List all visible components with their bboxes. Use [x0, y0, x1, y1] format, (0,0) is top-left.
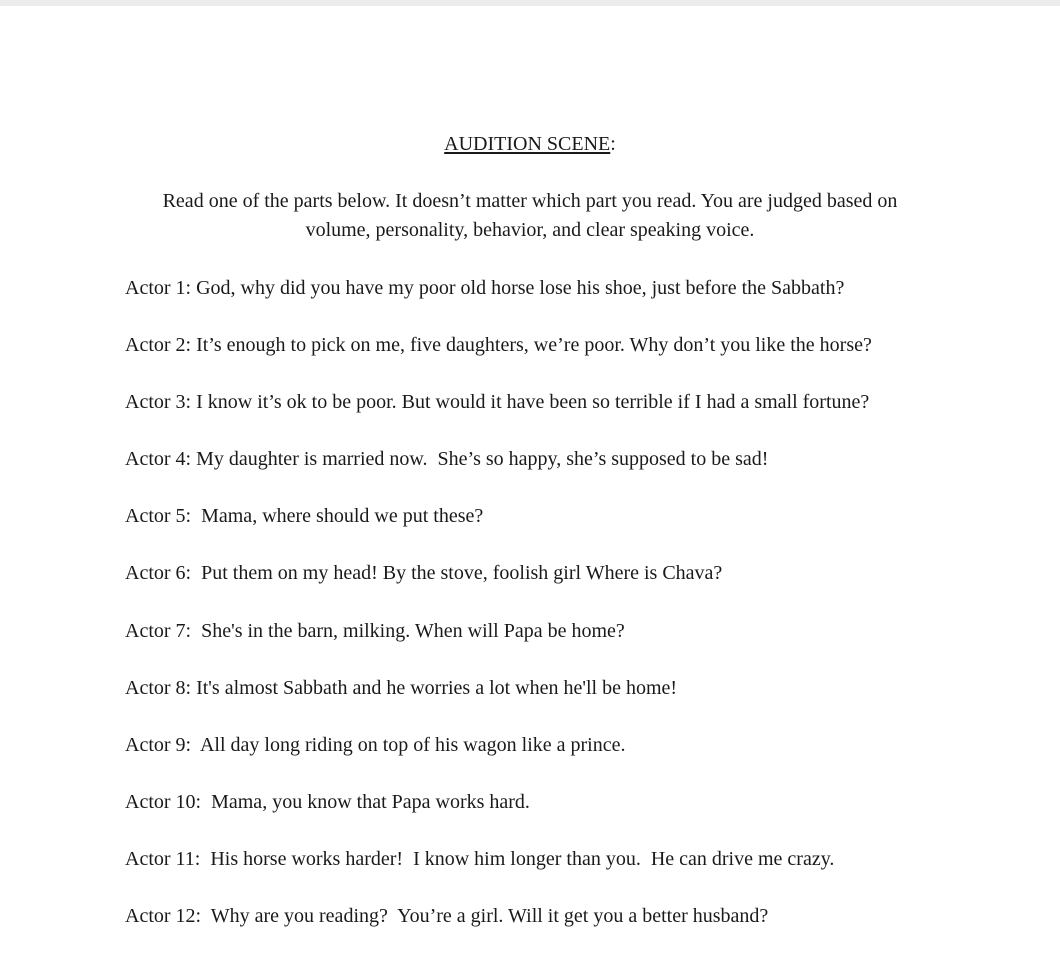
actor-line: Actor 9: All day long riding on top of his wagon like a prince.	[125, 733, 626, 756]
title-suffix: :	[610, 133, 616, 155]
actor-lines	[125, 274, 1025, 959]
actor-line: Actor 4: My daughter is married now. She’s so happy, she’s supposed to be sad!	[125, 448, 769, 471]
actor-line: Actor 6: Put them on my head! By the stove, foolish girl Where is Chava?	[125, 562, 723, 585]
title-text: AUDITION SCENE	[444, 133, 611, 155]
actor-line: Actor 8: It's almost Sabbath and he worries a lot when he'll be home!	[125, 676, 678, 699]
actor-line: Actor 7: She's in the barn, milking. When will Papa be home?	[125, 619, 625, 642]
actor-line: Actor 1: God, why did you have my poor old horse lose his shoe, just before the Sabbath?	[125, 277, 845, 299]
actor-line: Actor 3: I know it’s ok to be poor. But would it have been so terrible if I had a small fortune?	[125, 391, 870, 414]
actor-line: Actor 11: His horse works harder! I know him longer than you. He can drive me crazy.	[125, 847, 835, 870]
actor-line: Actor 2: It’s enough to pick on me, five daughters, we’re poor. Why don’t you like the horse?	[125, 334, 872, 357]
document-title	[0, 131, 1060, 157]
instructions-line-2: volume, personality, behavior, and clear speaking voice.	[305, 219, 755, 241]
actor-line: Actor 5: Mama, where should we put these?	[125, 505, 484, 528]
actor-line: Actor 10: Mama, you know that Papa works hard.	[125, 790, 530, 813]
actor-line: Actor 12: Why are you reading? You’re a girl. Will it get you a better husband?	[125, 905, 769, 928]
instructions	[130, 187, 930, 245]
instructions-line-1: Read one of the parts below. It doesn’t matter which part you read. You are judged based on	[162, 190, 898, 212]
